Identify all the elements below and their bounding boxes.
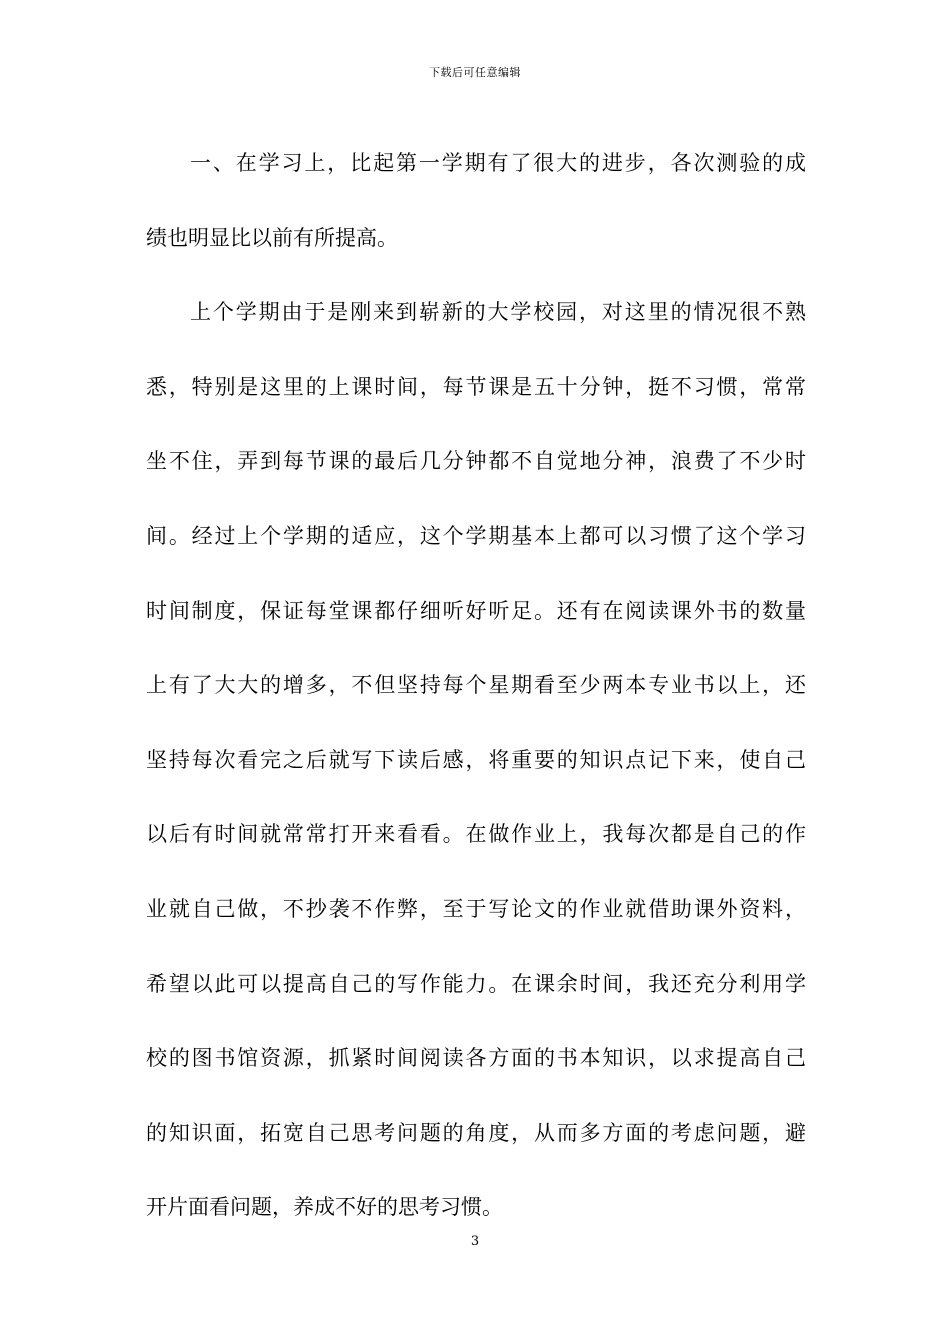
paragraph — [146, 126, 806, 275]
paragraph — [146, 275, 806, 1245]
text-line: 校的图书馆资源，抓紧时间阅读各方面的书本知识，以求提高自己 — [146, 1046, 806, 1071]
text-line: 一、在学习上，比起第一学期有了很大的进步，各次测验的成 — [190, 151, 806, 175]
text-line: 以后有时间就常常打开来看看。在做作业上，我每次都是自己的作 — [146, 822, 806, 847]
page-header: 下载后可任意编辑 — [429, 66, 521, 79]
text-line: 上有了大大的增多，不但坚持每个星期看至少两本专业书以上，还 — [146, 673, 806, 698]
text-line: 坚持每次看完之后就写下读后感，将重要的知识点记下来，使自己 — [146, 747, 806, 772]
text-line: 绩也明显比以前有所提高。 — [146, 225, 398, 250]
text-line: 的知识面，拓宽自己思考问题的角度，从而多方面的考虑问题，避 — [146, 1120, 806, 1145]
text-line: 时间制度，保证每堂课都仔细听好听足。还有在阅读课外书的数量 — [146, 598, 806, 623]
text-line: 希望以此可以提高自己的写作能力。在课余时间，我还充分利用学 — [146, 971, 806, 996]
document-body — [146, 126, 806, 1245]
text-line: 间。经过上个学期的适应，这个学期基本上都可以习惯了这个学习 — [146, 523, 806, 548]
text-line: 开片面看问题，养成不好的思考习惯。 — [146, 1195, 503, 1220]
page-number: 3 — [470, 1234, 480, 1249]
text-line: 悉，特别是这里的上课时间，每节课是五十分钟，挺不习惯，常常 — [146, 374, 806, 399]
text-line: 上个学期由于是刚来到崭新的大学校园，对这里的情况很不熟 — [190, 300, 806, 325]
text-line: 业就自己做，不抄袭不作弊，至于写论文的作业就借助课外资料， — [146, 896, 806, 921]
text-line: 坐不住，弄到每节课的最后几分钟都不自觉地分神，浪费了不少时 — [146, 449, 806, 474]
